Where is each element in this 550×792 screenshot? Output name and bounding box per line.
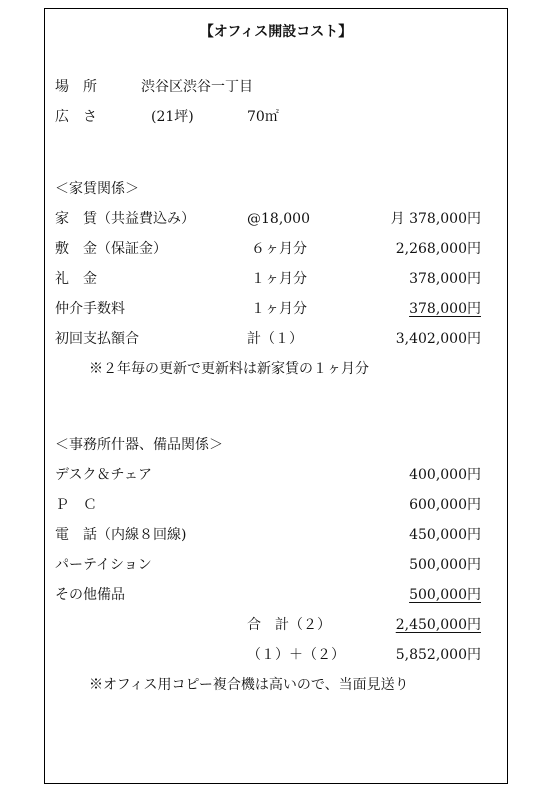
rent-row-amount: 月 378,000円 bbox=[390, 211, 481, 227]
subtotal-label: 合 計（２） bbox=[247, 617, 331, 633]
rent-row-basis: １ヶ月分 bbox=[251, 301, 307, 317]
equipment-row-amount: 500,000円 bbox=[409, 557, 481, 573]
area-tsubo: (21坪) bbox=[151, 109, 194, 125]
equipment-row-amount: 600,000円 bbox=[409, 497, 481, 513]
equipment-row-amount: 500,000円 bbox=[409, 587, 481, 603]
rent-row-basis: @18,000 bbox=[247, 211, 310, 227]
document-title: 【オフィス開設コスト】 bbox=[199, 24, 353, 40]
rent-row-amount: 2,268,000円 bbox=[395, 241, 481, 257]
rent-row-item: 敷 金（保証金） bbox=[55, 241, 167, 257]
document-page bbox=[44, 8, 508, 784]
rent-row-basis: 計（１） bbox=[247, 331, 303, 347]
area-label: 広 さ bbox=[55, 109, 97, 125]
rent-row-item: 仲介手数料 bbox=[55, 301, 125, 317]
location-value: 渋谷区渋谷一丁目 bbox=[141, 79, 253, 95]
equipment-row-amount: 400,000円 bbox=[409, 467, 481, 483]
area-sqm: 70㎡ bbox=[247, 109, 279, 125]
equipment-row-item: パーテイション bbox=[55, 557, 152, 573]
rent-row-item: 礼 金 bbox=[55, 271, 97, 287]
rent-row-basis: １ヶ月分 bbox=[251, 271, 307, 287]
rent-row-amount: 378,000円 bbox=[409, 271, 481, 287]
subtotal-amount: 2,450,000円 bbox=[395, 617, 481, 633]
equipment-heading: ＜事務所什器、備品関係＞ bbox=[55, 437, 223, 453]
equipment-row-item: デスク＆チェア bbox=[55, 467, 153, 483]
rent-row-amount: 3,402,000円 bbox=[395, 331, 481, 347]
equipment-row-item: その他備品 bbox=[55, 587, 125, 603]
rent-heading: ＜家賃関係＞ bbox=[55, 181, 139, 197]
rent-row-item: 初回支払額合 bbox=[55, 331, 139, 347]
rent-row-basis: ６ヶ月分 bbox=[251, 241, 307, 257]
equipment-row-item: Ｐ Ｃ bbox=[55, 497, 97, 513]
location-label: 場 所 bbox=[55, 79, 97, 95]
grand-total-label: （１）＋（２） bbox=[247, 647, 345, 663]
rent-note: ※２年毎の更新で更新料は新家賃の１ヶ月分 bbox=[89, 361, 369, 377]
equipment-note: ※オフィス用コピー複合機は高いので、当面見送り bbox=[89, 677, 409, 693]
equipment-row-item: 電 話（内線８回線) bbox=[55, 527, 187, 543]
rent-row-amount: 378,000円 bbox=[409, 301, 481, 317]
equipment-row-amount: 450,000円 bbox=[409, 527, 481, 543]
rent-row-item: 家 賃（共益費込み） bbox=[55, 211, 195, 227]
grand-total-amount: 5,852,000円 bbox=[395, 647, 481, 663]
